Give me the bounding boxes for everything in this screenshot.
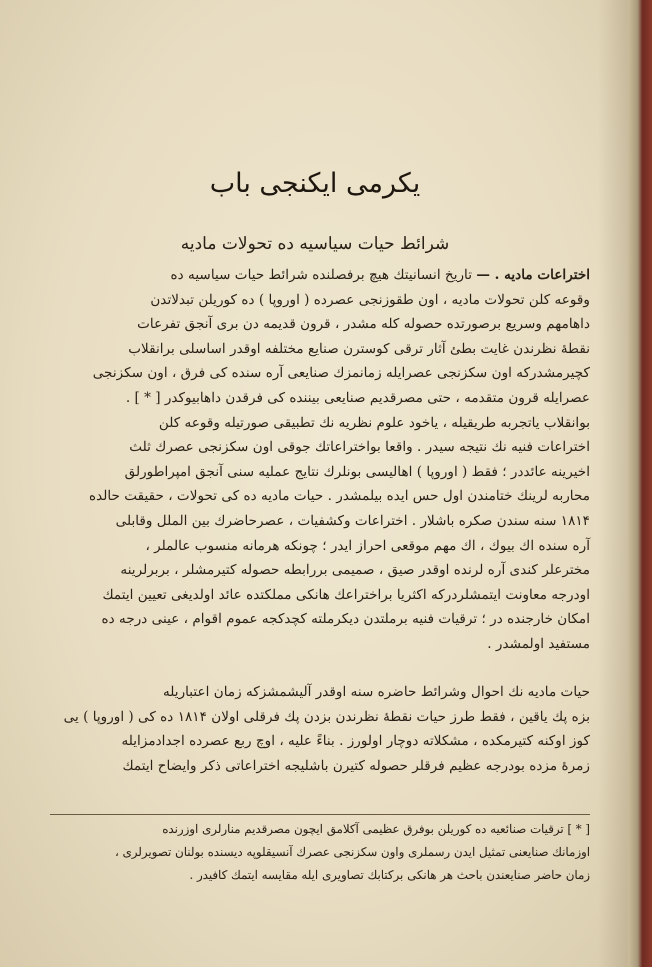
paragraph-line: اختراعات فنیه نك نتیجه سیدر . واقعا بواختراعاتك جوقی اون سکزنجی عصرك ثلث [129, 439, 590, 456]
paragraph-1 [40, 263, 590, 657]
paragraph-line: امکان خارجنده در ؛ ترقیات فنیه برملتدن دیکرملته کچدکجه عموم اقوام ، عینی درجه ده [101, 611, 590, 628]
footnote-divider [50, 814, 590, 815]
paragraph-line: کوز اوکنه کتیرمکده ، مشکلاته دوچار اولورز . بناءً علیه ، اوچ ربع عصرده اجدادمزایله [121, 733, 590, 750]
footnote [40, 818, 590, 887]
paragraph-line: نقطهٔ نظرندن غایت بطئ آثار ترقی کوسترن صنایع مختلفه اوقدر اساسلی برانقلاب [128, 340, 590, 357]
footnote-line: [ * ] ترقیات صنائعیه ده کوریلن بوفرق عظیمی آکلامق ایچون مصرقدیم منارلری اوزرنده [162, 822, 590, 836]
paragraph-line: آره سنده اك بیوك ، اك مهم موقعی احراز ایدر ؛ چونکه هرمانه منسوب عالملر ، [145, 537, 590, 554]
book-spine-edge [628, 0, 652, 967]
paragraph-line: مستفید اولمشدر . [487, 635, 590, 652]
paragraph-line: حیات مادیه نك احوال وشرائط حاضره سنه اوقدر آلیشمشزکه زمان اعتباریله [163, 684, 590, 700]
paragraph-2 [40, 680, 590, 778]
paragraph-line: بوانقلاب یاتجربه طریقیله ، یاخود علوم نظریه نك تطبیقی صورتیله وقوعه کلن [158, 414, 590, 431]
paragraph-line: وقوعه کلن تحولات مادیه ، اون طقوزنجی عصرده ( اوروپا ) ده کوریلن تبدلاتدن [150, 291, 590, 308]
footnote-line: اوزمانك صنایعنی تمثیل ایدن رسملری واون سکزنجی عصرك آنسیقلوپه دیسنده بولنان تصویرلری ، [115, 845, 590, 859]
paragraph-line: اختراعات مادیه . — تاریخ انسانیتك هیچ برفصلنده شرائط حیات سیاسیه ده [170, 267, 590, 283]
footnote-line: زمان حاضر صنایعندن باحث هر هانکی برکتابك تصاویری ایله مقایسه ایتمك کافیدر . [189, 868, 590, 882]
paragraph-line: محاربه لرینك ختامندن اول حس ایده بیلمشدر . حیات مادیه ده کی تحولات ، حقیقت حالده [89, 488, 590, 505]
section-title: شرائط حیات سیاسیه ده تحولات مادیه [180, 234, 450, 254]
page-fold-shadow [598, 0, 628, 967]
paragraph-lead: اختراعات مادیه . — [476, 267, 590, 283]
paragraph-line: عصرایله قرون متقدمه ، حتی مصرقدیم صنایعی بیننده کی فرقدن داهابیوکدر [ * ] . [125, 389, 590, 406]
paragraph-line: زمرهٔ مزده بودرجه عظیم فرقلر حصوله کتیرن باشلیجه اختراعاتی ذکر وایضاح ایتمك [122, 757, 590, 774]
paragraph-line: اودرجه معاونت ایتمشلردرکه اکثریا براختراعك هانکی مملکتده عائد اولدیغی تعیین ایتمك [102, 586, 590, 603]
paragraph-line: ۱۸۱۴ سنه سندن صکره باشلار . اختراعات وکشفیات ، عصرحاضرك بین الملل وقابلی [115, 512, 590, 529]
paragraph-line: داهامهم وسریع برصورتده حصوله کله مشدر ، قرون قدیمه دن بری آنجق تفرعات [137, 316, 590, 333]
paragraph-line: کچیرمشدرکه اون سکزنجی عصرایله زمانمزك صنایعی آره سنده کی فرق ، اون سکزنجی [92, 365, 590, 382]
paragraph-line: مخترعلر کندی آره لرنده اوقدر صیق ، صمیمی بررابطه حصوله کتیرمشلر ، بربرلرینه [120, 562, 590, 579]
chapter-title: یکرمی ایکنجی باب [209, 168, 421, 199]
paragraph-line: اخیرینه عائددر ؛ فقط ( اوروپا ) اهالیسی بونلرك نتایج عملیه سنی آنجق امپراطورلق [124, 463, 590, 480]
paragraph-line: بزه پك یاقین ، فقط طرز حیات نقطهٔ نظرندن بزدن پك فرقلی اولان ۱۸۱۴ ده کی ( اوروپا ) یی [63, 708, 590, 725]
